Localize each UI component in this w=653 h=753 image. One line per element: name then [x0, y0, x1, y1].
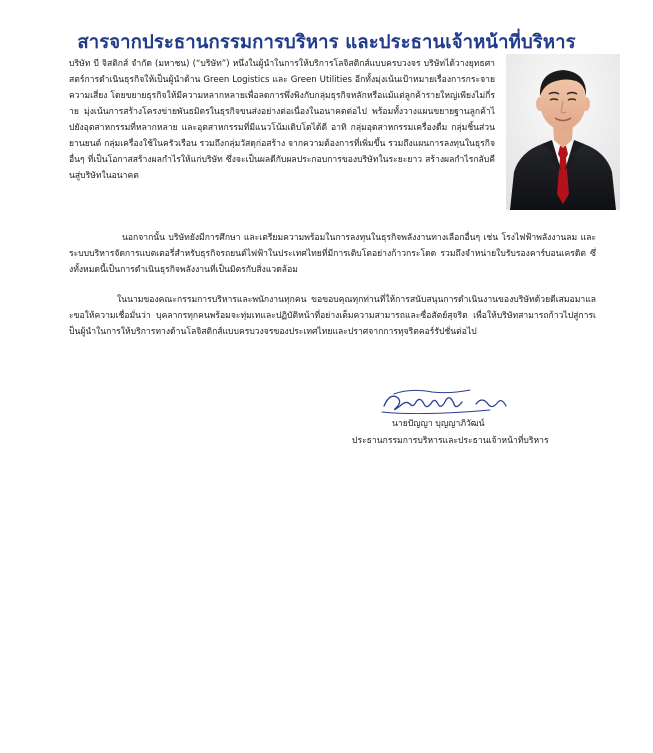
portrait-illustration	[506, 54, 620, 210]
executive-portrait	[506, 54, 620, 210]
page-title: สารจากประธานกรรมการบริหาร และประธานเจ้าหน้าที่บริหาร	[77, 32, 576, 54]
investment-paragraph: นอกจากนั้น บริษัทยังมีการศึกษา และเตรียมความพร้อมในการลงทุนในธุรกิจพลังงานทางเลือกอื่นๆ เช่น โรงไฟฟ้าพลังงานลม และระบบบริหารจัดการแบตเตอรี่สำหรับธุรกิจรถยนต์ไฟฟ้าในประเทศไทยที่มีการเติบโตอย่างก้าวกระโดด รวมถึงจำหน่ายใบรับรองคาร์บอนเครดิต ซึ่งทั้งหมดนี้เป็นการดำเนินธุรกิจพลังงานที่เป็นมิตรกับสิ่งแวดล้อม	[69, 233, 596, 275]
gratitude-paragraph: ในนามของคณะกรรมการบริหารและพนักงานทุกคน ขอขอบคุณทุกท่านที่ให้การสนับสนุนการดำเนินงานของบริษัทด้วยดีเสมอมาและขอให้ความเชื่อมั่นว่า บุคลากรทุกคนพร้อมจะทุ่มเทและปฏิบัติหน้าที่อย่างเต็มความสามารถและซื่อสัตย์สุจริต เพื่อให้บริษัทสามารถก้าวไปสู่การเป็นผู้นำในการให้บริการทางด้านโลจิสติกส์แบบครบวงจรของประเทศไทยและปราศจากการทุจริตคอร์รัปชั่นต่อไป	[69, 295, 596, 337]
signer-position: ประธานกรรมการบริหารและประธานเจ้าหน้าที่บริหาร	[352, 436, 549, 446]
intro-paragraph: บริษัท บี จิสติกส์ จำกัด (มหาชน) (“บริษัท”) หนึ่งในผู้นำในการให้บริการโลจิสติกส์แบบครบวงจร บริษัทได้วางยุทธศาสตร์การดำเนินธุรกิจให้เป็นผู้นำด้าน Green Logistics และ Green Utilities อีกทั้งมุ่งเน้นเป้าหมายเรื่องการกระจายความเสี่ยง โดยขยายธุรกิจให้มีความหลากหลายเพื่อลดการพึ่งพิงกับกลุ่มธุรกิจหลักหรือแม้แต่ลูกค้ารายใหญ่เพียงไม่กี่ราย มุ่งเน้นการสร้างโครงข่ายพันธมิตรในธุรกิจขนส่งอย่างต่อเนื่องในอนาคตต่อไป พร้อมทั้งวางแผนขยายฐานลูกค้าไปยังอุตสาหกรรมที่หลากหลาย และอุตสาหกรรมที่มีแนวโน้มเติบโตได้ดี อาทิ กลุ่มอุตสาหกรรมเครื่องดื่ม กลุ่มชิ้นส่วนยานยนต์ กลุ่มเครื่องใช้ในครัวเรือน รวมถึงกลุ่มวัสดุก่อสร้าง จากความต้องการที่เพิ่มขึ้น รวมถึงแผนการลงทุนในธุรกิจอื่นๆ ที่เป็นโอกาสสร้างผลกำไรให้แก่บริษัท ซึ่งจะเป็นผลดีกับผลประกอบการของบริษัทในระยะยาว สร้างผลกำไรกลับคืนสู่บริษัทในอนาคต	[69, 59, 495, 181]
handwritten-signature	[380, 384, 510, 418]
signer-name: นายปัญญา บุญญาภิวัฒน์	[392, 419, 485, 429]
